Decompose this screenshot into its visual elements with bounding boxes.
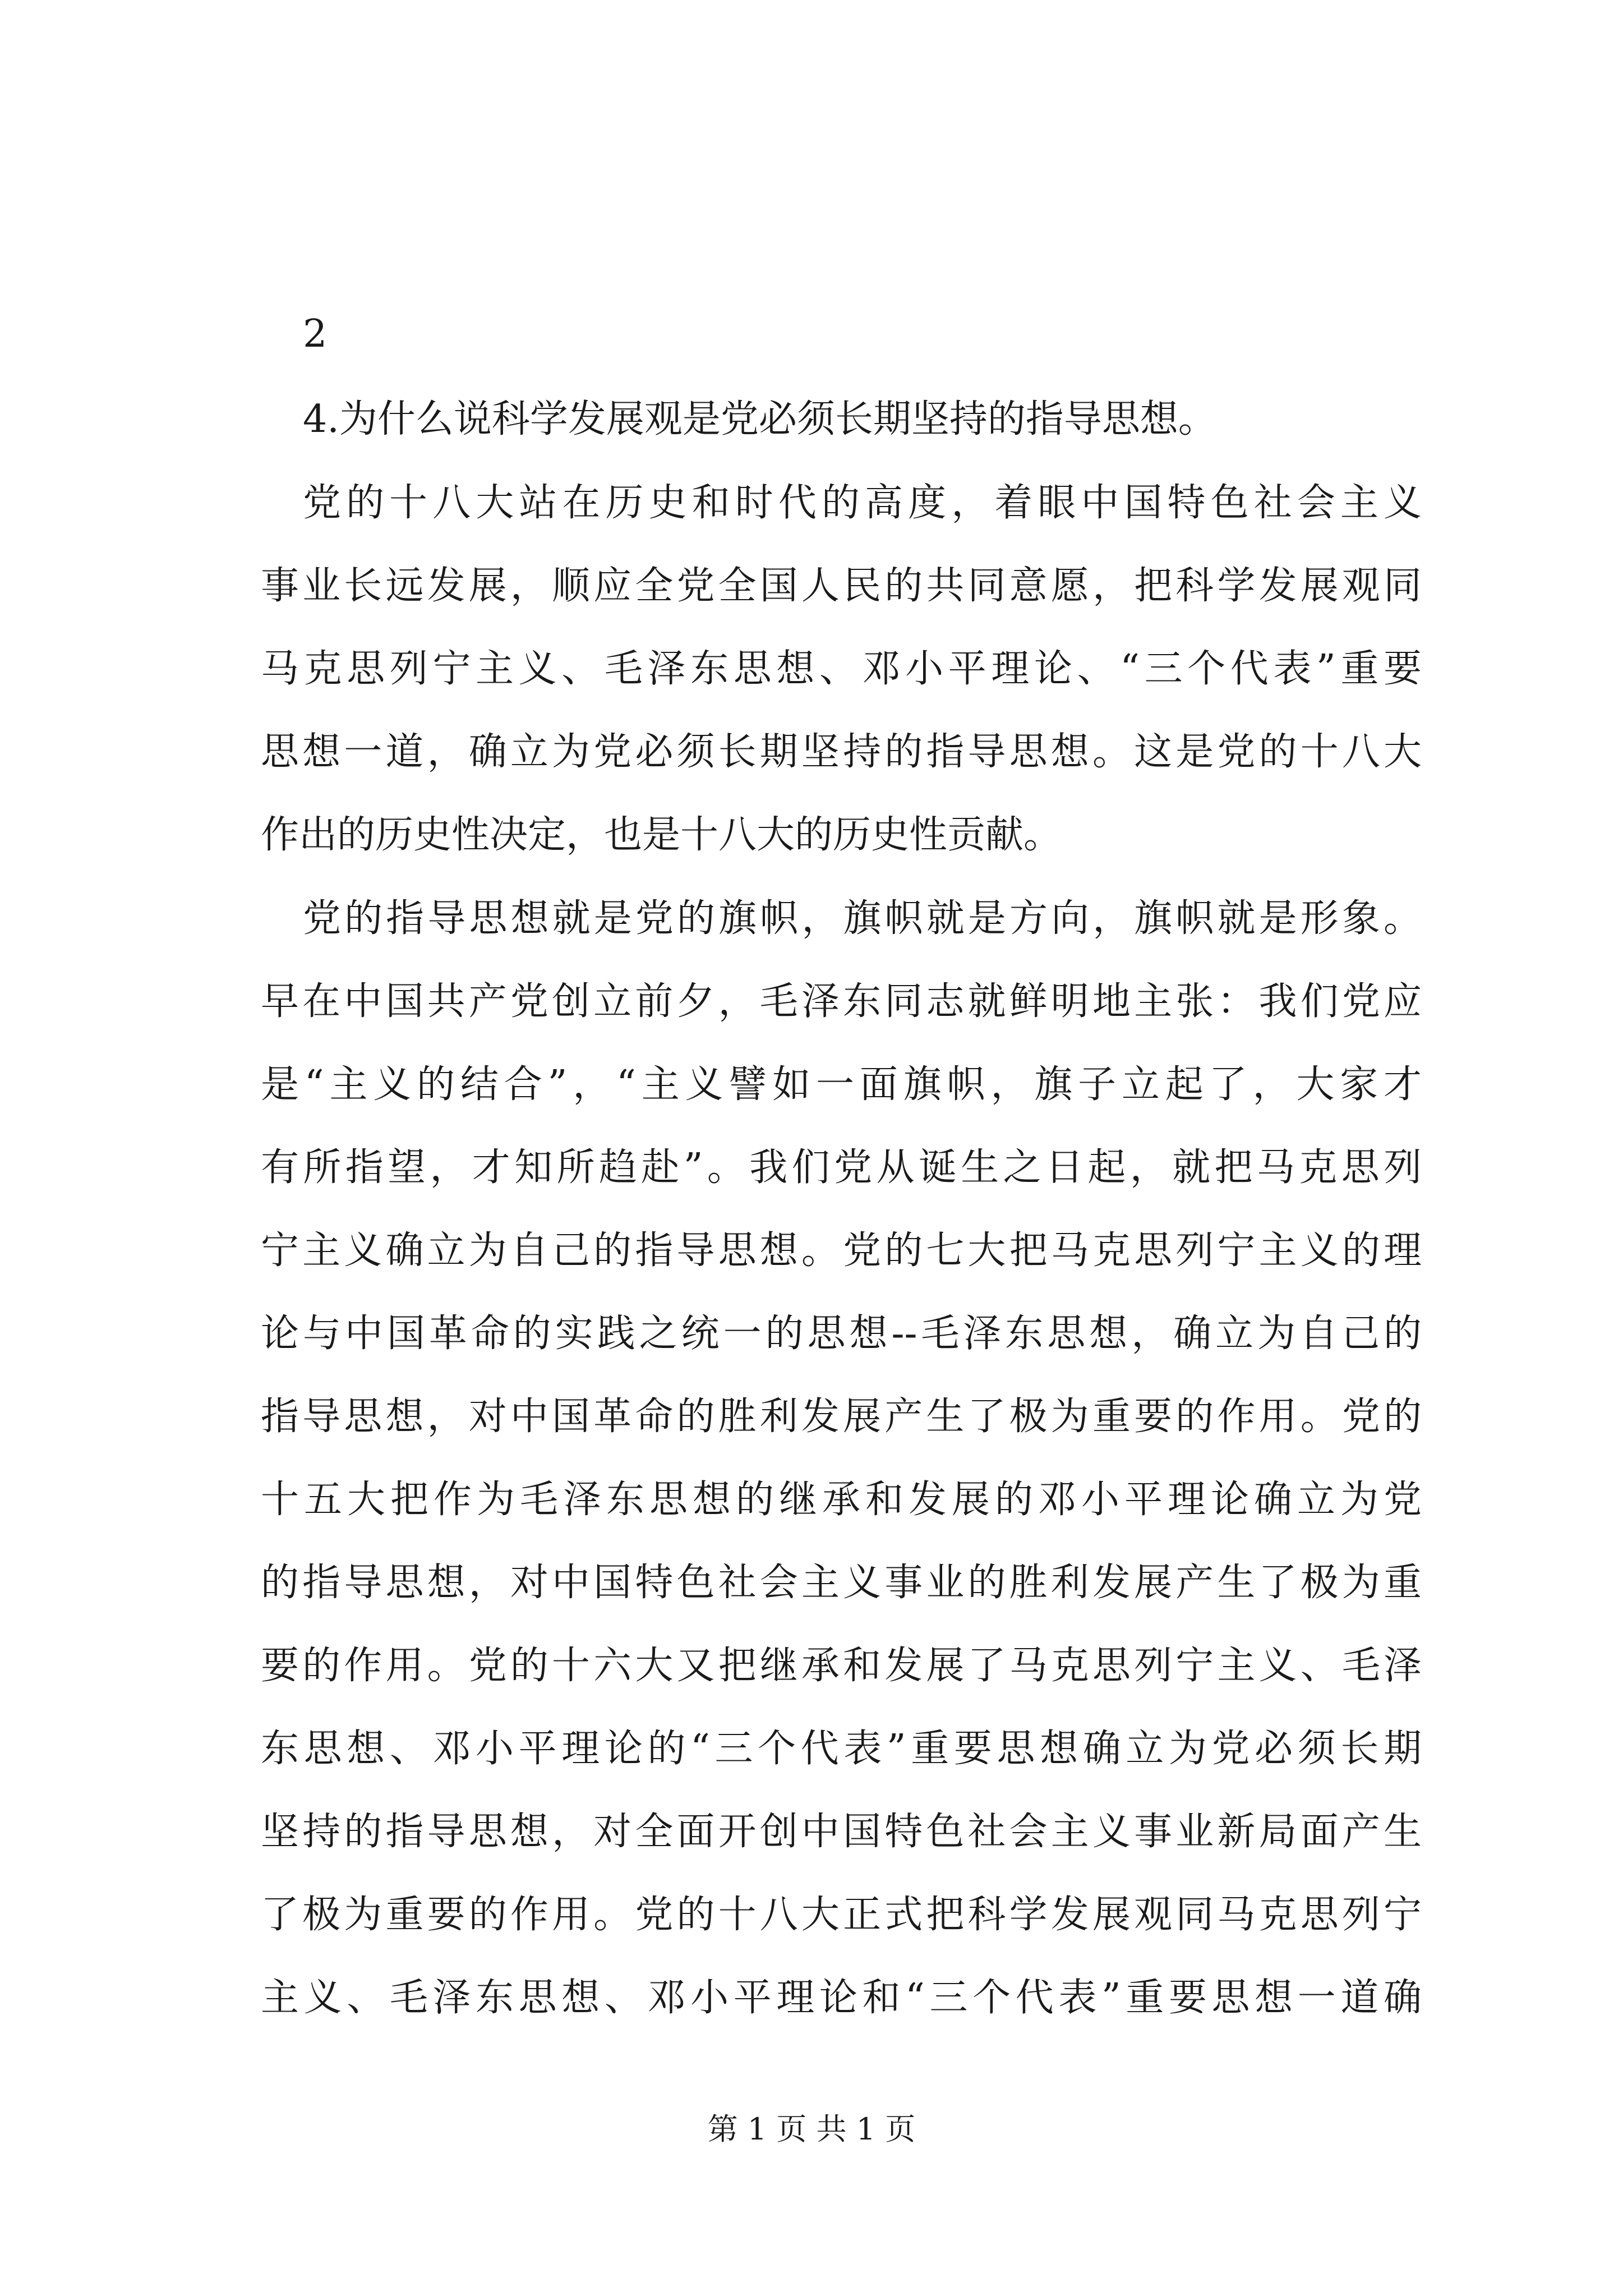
question-heading: 4.为什么说科学发展观是党必须长期坚持的指导思想。 xyxy=(303,397,1216,441)
paragraph2-line: 指导思想，对中国革命的胜利发展产生了极为重要的作用。党的 xyxy=(261,1395,1422,1439)
paragraph2-line: 的指导思想，对中国特色社会主义事业的胜利发展产生了极为重 xyxy=(261,1561,1422,1605)
page-footer: 第 1 页 共 1 页 xyxy=(707,2111,916,2147)
page-number-label: 2 xyxy=(303,312,328,356)
paragraph2-line: 论与中国革命的实践之统一的思想--毛泽东思想，确立为自己的 xyxy=(261,1312,1422,1356)
paragraph2-line: 早在中国共产党创立前夕，毛泽东同志就鲜明地主张：我们党应 xyxy=(261,979,1422,1024)
paragraph2-line: 坚持的指导思想，对全面开创中国特色社会主义事业新局面产生 xyxy=(261,1810,1422,1854)
paragraph1-line: 党的十八大站在历史和时代的高度，着眼中国特色社会主义 xyxy=(303,481,1422,525)
paragraph2-line: 十五大把作为毛泽东思想的继承和发展的邓小平理论确立为党 xyxy=(261,1478,1422,1522)
paragraph2-line: 主义、毛泽东思想、邓小平理论和“三个代表”重要思想一道确 xyxy=(261,1976,1422,2020)
paragraph2-line: 有所指望，才知所趋赴”。我们党从诞生之日起，就把马克思列 xyxy=(261,1145,1422,1190)
paragraph1-line: 马克思列宁主义、毛泽东思想、邓小平理论、“三个代表”重要 xyxy=(261,647,1422,691)
paragraph2-line: 了极为重要的作用。党的十八大正式把科学发展观同马克思列宁 xyxy=(261,1893,1422,1937)
paragraph1-line: 事业长远发展，顺应全党全国人民的共同意愿，把科学发展观同 xyxy=(261,564,1422,608)
paragraph1-line: 思想一道，确立为党必须长期坚持的指导思想。这是党的十八大 xyxy=(261,730,1422,774)
paragraph1-line: 作出的历史性决定，也是十八大的历史性贡献。 xyxy=(261,813,1062,857)
paragraph2-line: 宁主义确立为自己的指导思想。党的七大把马克思列宁主义的理 xyxy=(261,1228,1422,1273)
paragraph2-line: 东思想、邓小平理论的“三个代表”重要思想确立为党必须长期 xyxy=(261,1727,1422,1771)
paragraph2-line: 要的作用。党的十六大又把继承和发展了马克思列宁主义、毛泽 xyxy=(261,1644,1422,1688)
paragraph2-line: 是“主义的结合”，“主义譬如一面旗帜，旗子立起了，大家才 xyxy=(261,1062,1422,1107)
paragraph2-line: 党的指导思想就是党的旗帜，旗帜就是方向，旗帜就是形象。 xyxy=(303,896,1422,941)
